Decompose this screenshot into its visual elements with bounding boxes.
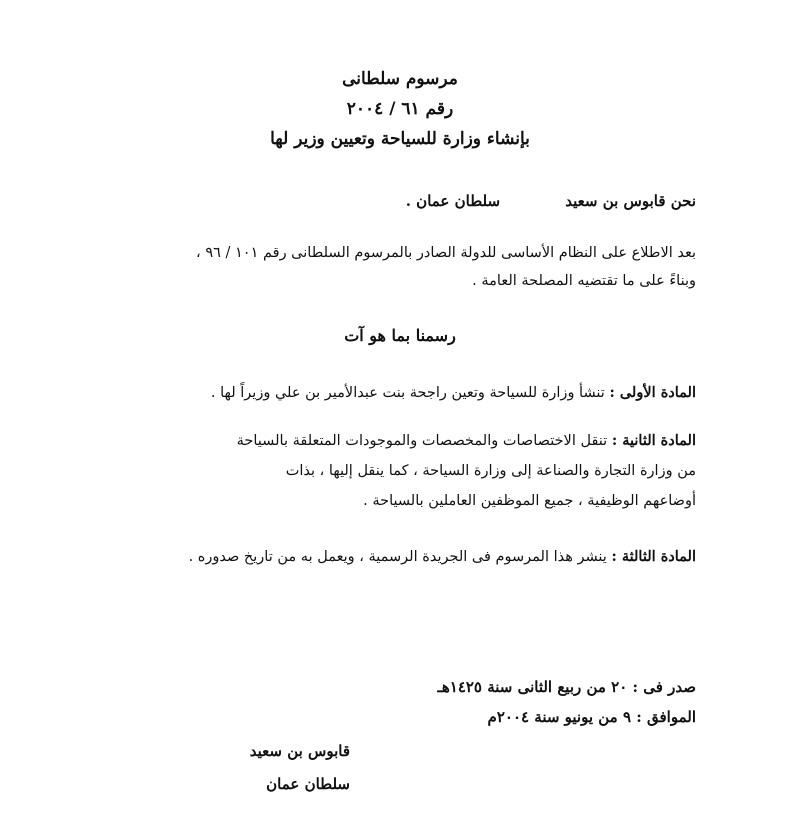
signature-title: سلطان عمان (266, 775, 350, 793)
preamble (96, 192, 696, 210)
article-label: المادة الثانية : (611, 432, 696, 449)
sultan-name: نحن قابوس بن سعيد (565, 192, 696, 210)
decree-number: رقم ٦١ / ٢٠٠٤ (346, 99, 454, 119)
decree-heading: رسمنا بما هو آت (344, 326, 456, 345)
intro-line: وبناءً على ما تقتضيه المصلحة العامة . (472, 273, 696, 289)
intro-paragraph (96, 239, 696, 295)
intro-line: بعد الاطلاع على النظام الأساسى للدولة الصادر بالمرسوم السلطانى رقم ١٠١ / ٩٦ ، (196, 245, 696, 261)
issue-dates (296, 672, 696, 732)
gregorian-date: الموافق : ٩ من يونيو سنة ٢٠٠٤م (487, 708, 696, 726)
article-text: تنشأ وزارة للسياحة وتعين راجحة بنت عبدالأمير بن علي وزيراً لها . (210, 385, 605, 401)
article-text: ينشر هذا المرسوم فى الجريدة الرسمية ، ويعمل به من تاريخ صدوره . (188, 549, 607, 565)
signature-block (150, 735, 350, 801)
article-third (96, 542, 696, 572)
article-label: المادة الأولى : (609, 384, 696, 401)
decree-header (0, 64, 800, 154)
article-text: أوضاعهم الوظيفية ، جميع الموظفين العاملين بالسياحة . (363, 493, 696, 509)
article-label: المادة الثالثة : (611, 548, 696, 565)
hijri-date: صدر فى : ٢٠ من ربيع الثانى سنة ١٤٢٥هـ (437, 678, 696, 696)
decree-type: مرسوم سلطانى (342, 69, 458, 89)
sultan-title: سلطان عمان . (405, 192, 501, 210)
article-text: تنقل الاختصاصات والمخصصات والموجودات المتعلقة بالسياحة (236, 433, 608, 449)
article-first (96, 378, 696, 408)
decree-subject: بإنشاء وزارة للسياحة وتعيين وزير لها (270, 129, 530, 149)
article-second (96, 426, 696, 516)
signature-name: قابوس بن سعيد (249, 742, 350, 760)
article-text: من وزارة التجارة والصناعة إلى وزارة السياحة ، كما ينقل إليها ، بذات (285, 463, 696, 479)
